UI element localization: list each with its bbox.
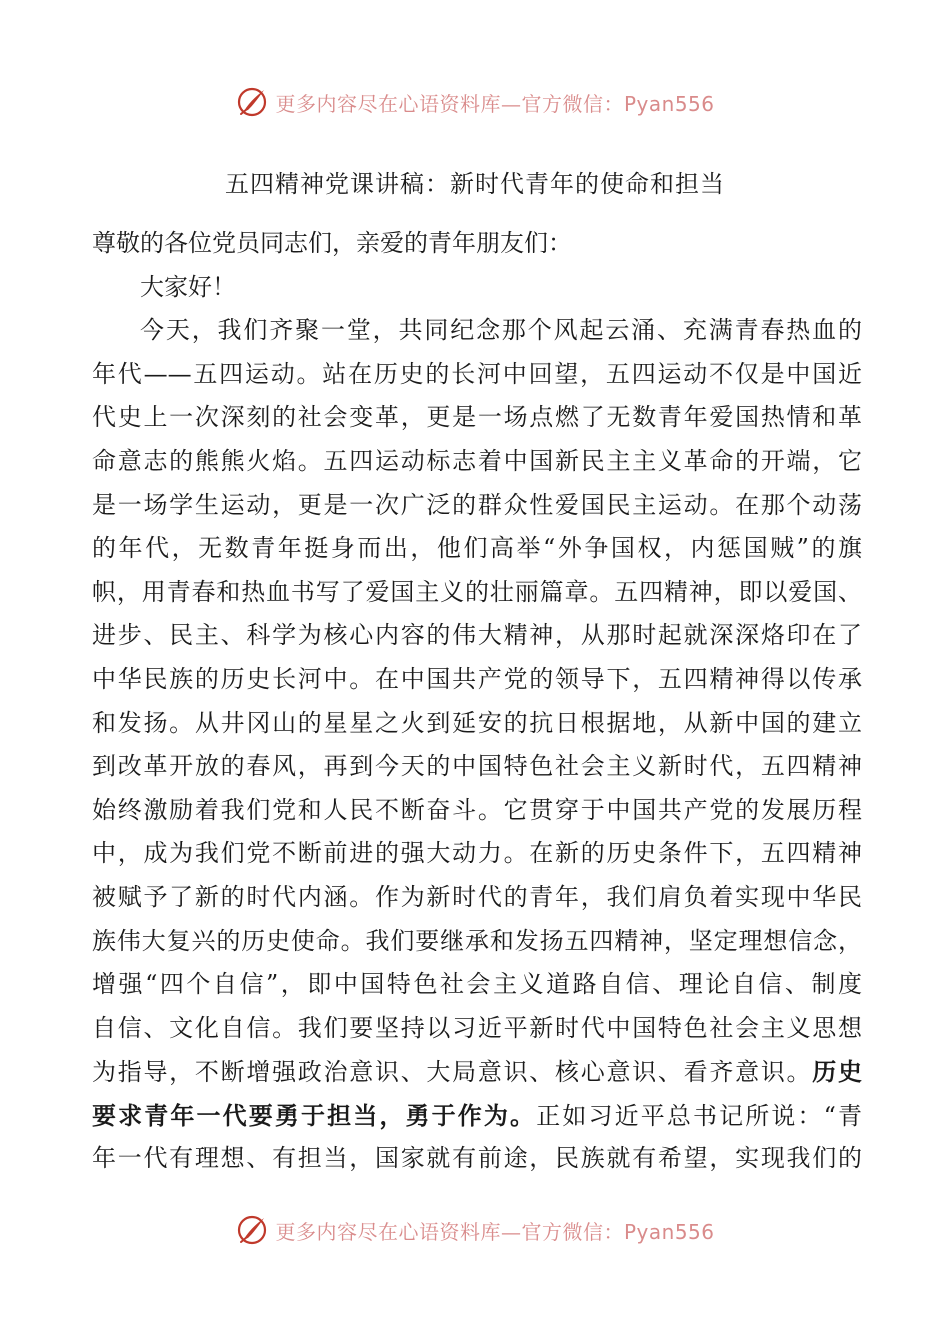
banner-text: 更多内容尽在心语资料库—官方微信：Pyan556 — [275, 91, 715, 116]
paragraph-line: 命意志的熊熊火焰。五四运动标志着中国新民主主义革命的开端，它 — [92, 446, 862, 475]
wechat-id: Pyan556 — [623, 1219, 715, 1244]
paragraph-line: 中，成为我们党不断前进的强大动力。在新的历史条件下，五四精神 — [92, 839, 862, 868]
paragraph-line: 年代——五四运动。站在历史的长河中回望，五四运动不仅是中国近 — [92, 359, 862, 388]
paragraph-line: 增强“四个自信”，即中国特色社会主义道路自信、理论自信、制度 — [92, 970, 862, 999]
greeting: 大家好！ — [140, 272, 236, 301]
document-body — [92, 222, 862, 1181]
line-text: 正如习近平总书记所说：“青 — [536, 1101, 862, 1130]
header-banner — [0, 82, 950, 122]
paragraph-line — [92, 1050, 862, 1094]
quill-logo-icon — [235, 1213, 269, 1247]
paragraph-line: 的年代，无数青年挺身而出，他们高举“外争国权，内惩国贼”的旗 — [92, 534, 862, 563]
paragraph-line: 代史上一次深刻的社会变革，更是一场点燃了无数青年爱国热情和革 — [92, 403, 862, 432]
footer-banner — [0, 1210, 950, 1250]
wechat-id: Pyan556 — [623, 91, 715, 116]
paragraph-line: 帜，用青春和热血书写了爱国主义的壮丽篇章。五四精神，即以爱国、 — [92, 577, 862, 606]
document-title: 五四精神党课讲稿：新时代青年的使命和担当 — [225, 170, 725, 198]
quill-logo-icon — [235, 85, 269, 119]
paragraph-line: 族伟大复兴的历史使命。我们要继承和发扬五四精神，坚定理想信念， — [92, 926, 862, 955]
paragraph-line: 年一代有理想、有担当，国家就有前途，民族就有希望，实现我们的 — [92, 1144, 862, 1173]
emphasis-text: 要求青年一代要勇于担当，勇于作为。 — [92, 1100, 537, 1130]
paragraph-line — [92, 1094, 862, 1138]
line-text: 为指导，不断增强政治意识、大局意识、核心意识、看齐意识。 — [92, 1058, 813, 1087]
paragraph-line: 被赋予了新的时代内涵。作为新时代的青年，我们肩负着实现中华民 — [92, 882, 862, 911]
emphasis-text: 历史 — [812, 1057, 863, 1087]
paragraph-line: 中华民族的历史长河中。在中国共产党的领导下，五四精神得以传承 — [92, 664, 862, 693]
paragraph-line: 和发扬。从井冈山的星星之火到延安的抗日根据地，从新中国的建立 — [92, 708, 862, 737]
paragraph-line: 到改革开放的春风，再到今天的中国特色社会主义新时代，五四精神 — [92, 752, 862, 781]
paragraph-line: 是一场学生运动，更是一次广泛的群众性爱国民主运动。在那个动荡 — [92, 490, 862, 519]
paragraph-line: 进步、民主、科学为核心内容的伟大精神，从那时起就深深烙印在了 — [92, 621, 862, 650]
salutation: 尊敬的各位党员同志们，亲爱的青年朋友们： — [92, 229, 572, 257]
banner-text: 更多内容尽在心语资料库—官方微信：Pyan556 — [275, 1219, 715, 1244]
paragraph-line: 自信、文化自信。我们要坚持以习近平新时代中国特色社会主义思想 — [92, 1013, 862, 1042]
paragraph-line: 始终激励着我们党和人民不断奋斗。它贯穿于中国共产党的发展历程 — [92, 795, 862, 824]
paragraph-line: 今天，我们齐聚一堂，共同纪念那个风起云涌、充满青春热血的 — [140, 316, 862, 345]
